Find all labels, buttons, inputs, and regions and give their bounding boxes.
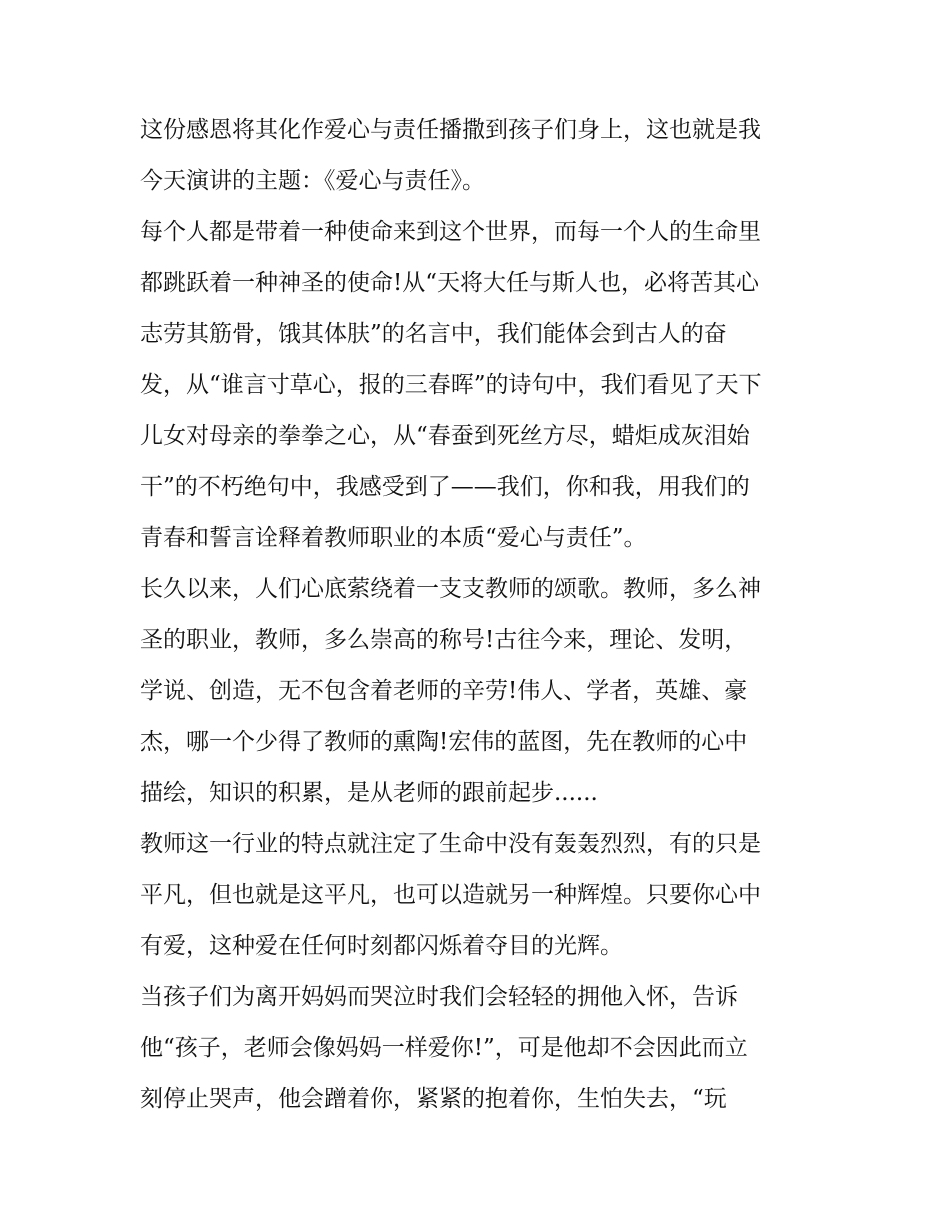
text-line: 描绘，知识的积累，是从老师的跟前起步......	[140, 780, 598, 806]
text-line: 长久以来，人们心底萦绕着一支支教师的颂歌。教师，多么神	[140, 576, 761, 602]
text-line: 志劳其筋骨，饿其体肤”的名言中，我们能体会到古人的奋	[140, 321, 727, 347]
text-line: 这份感恩将其化作爱心与责任播撒到孩子们身上，这也就是我	[140, 117, 761, 143]
text-line: 有爱，这种爱在任何时刻都闪烁着夺目的光辉。	[140, 933, 623, 959]
document-body	[140, 105, 820, 1125]
text-line: 发，从“谁言寸草心，报的三春晖”的诗句中，我们看见了天下	[140, 372, 762, 398]
text-line: 圣的职业，教师，多么崇高的称号!古往今来，理论、发明，	[140, 627, 748, 653]
text-line: 刻停止哭声，他会蹭着你，紧紧的抱着你，生怕失去，“玩	[140, 1086, 727, 1112]
text-line: 平凡，但也就是这平凡，也可以造就另一种辉煌。只要你心中	[140, 882, 761, 908]
text-line: 当孩子们为离开妈妈而哭泣时我们会轻轻的拥他入怀，告诉	[140, 984, 738, 1010]
text-line: 儿女对母亲的拳拳之心，从“春蚕到死丝方尽，蜡炬成灰泪始	[140, 423, 750, 449]
text-line: 都跳跃着一种神圣的使命!从“天将大任与斯人也，必将苦其心	[140, 270, 760, 296]
text-line: 每个人都是带着一种使命来到这个世界，而每一个人的生命里	[140, 219, 761, 245]
text-line: 学说、创造，无不包含着老师的辛劳!伟人、学者，英雄、豪	[140, 678, 748, 704]
text-line: 杰，哪一个少得了教师的熏陶!宏伟的蓝图，先在教师的心中	[140, 729, 748, 755]
text-line: 青春和誓言诠释着教师职业的本质“爱心与责任”。	[140, 525, 647, 551]
text-line: 今天演讲的主题：《爱心与责任》。	[140, 168, 485, 194]
text-line: 他“孩子，老师会像妈妈一样爱你!”，可是他却不会因此而立	[140, 1035, 748, 1061]
text-line: 教师这一行业的特点就注定了生命中没有轰轰烈烈，有的只是	[140, 831, 761, 857]
text-line: 干”的不朽绝句中，我感受到了——我们，你和我，用我们的	[140, 474, 750, 500]
